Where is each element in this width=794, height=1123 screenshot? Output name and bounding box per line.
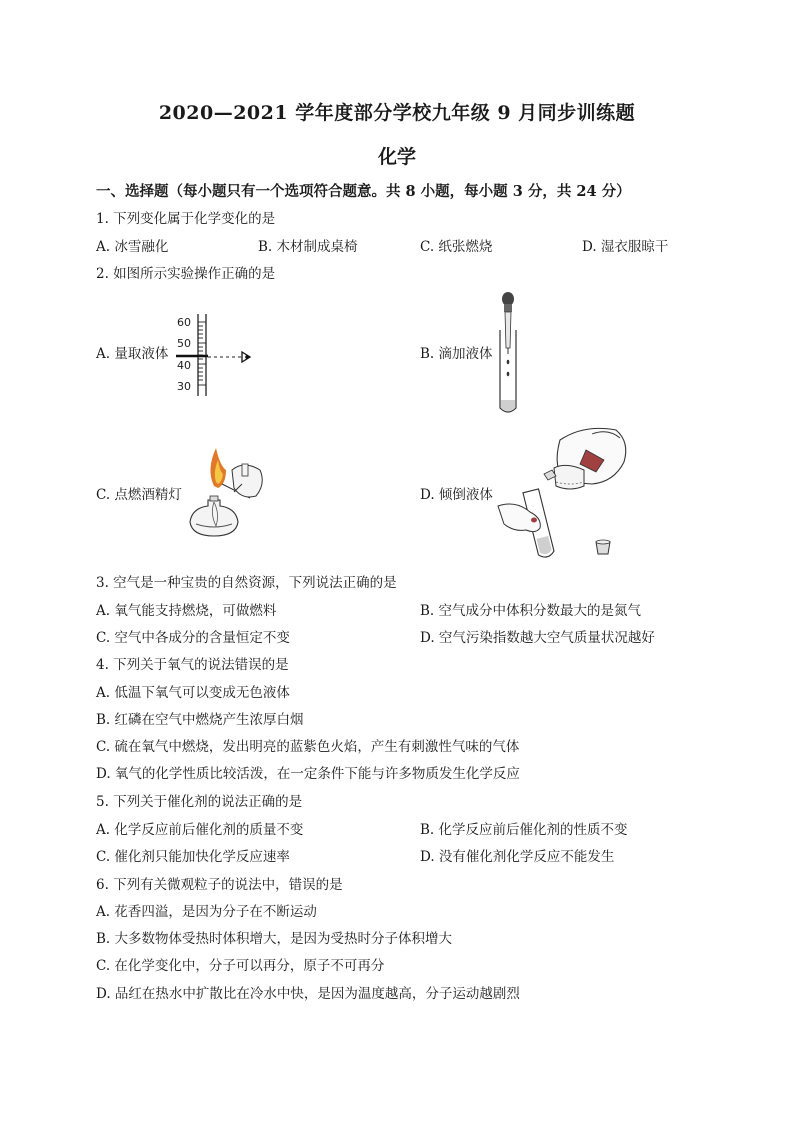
question-6-option-a: A. 花香四溢，是因为分子在不断运动 xyxy=(96,904,317,920)
question-2-stem: 2. 如图所示实验操作正确的是 xyxy=(96,266,276,282)
pouring-liquid-figure xyxy=(496,420,636,560)
question-3-option-c: C. 空气中各成分的含量恒定不变 xyxy=(96,630,290,646)
question-4-option-b: B. 红磷在空气中燃烧产生浓厚白烟 xyxy=(96,712,304,728)
question-2-option-c: C. 点燃酒精灯 xyxy=(96,487,182,503)
section-heading: 一、选择题（每小题只有一个选项符合题意。共 8 小题，每小题 3 分，共 24 分） xyxy=(96,183,631,200)
question-5-option-d: D. 没有催化剂化学反应不能发生 xyxy=(420,849,615,865)
question-6-option-d: D. 品红在热水中扩散比在冷水中快，是因为温度越高，分子运动越剧烈 xyxy=(96,986,520,1002)
cylinder-tick-60: 60 xyxy=(177,316,191,329)
question-1-option-a: A. 冰雪融化 xyxy=(96,239,169,255)
question-4-option-d: D. 氧气的化学性质比较活泼，在一定条件下能与许多物质发生化学反应 xyxy=(96,766,520,782)
question-4-stem: 4. 下列关于氧气的说法错误的是 xyxy=(96,657,289,673)
cylinder-tick-50: 50 xyxy=(177,337,191,350)
question-4-option-a: A. 低温下氧气可以变成无色液体 xyxy=(96,685,290,701)
question-6-option-b: B. 大多数物体受热时体积增大，是因为受热时分子体积增大 xyxy=(96,931,453,947)
graduated-cylinder-figure xyxy=(170,310,270,402)
question-2-option-b: B. 滴加液体 xyxy=(420,346,493,362)
question-5-stem: 5. 下列关于催化剂的说法正确的是 xyxy=(96,794,303,810)
question-5-option-c: C. 催化剂只能加快化学反应速率 xyxy=(96,849,290,865)
question-3-option-b: B. 空气成分中体积分数最大的是氮气 xyxy=(420,603,642,619)
question-2-option-d: D. 倾倒液体 xyxy=(420,487,493,503)
page-title: 2020—2021 学年度部分学校九年级 9 月同步训练题 xyxy=(158,102,636,124)
question-2-option-a: A. 量取液体 xyxy=(96,346,169,362)
question-1-option-b: B. 木材制成桌椅 xyxy=(258,239,358,255)
dropper-test-tube-figure xyxy=(490,290,526,418)
question-5-option-a: A. 化学反应前后催化剂的质量不变 xyxy=(96,822,304,838)
alcohol-lamp-figure xyxy=(186,440,274,540)
question-3-stem: 3. 空气是一种宝贵的自然资源，下列说法正确的是 xyxy=(96,575,397,591)
question-1-option-d: D. 湿衣服晾干 xyxy=(582,239,669,255)
question-6-option-c: C. 在化学变化中，分子可以再分，原子不可再分 xyxy=(96,958,385,974)
question-3-option-d: D. 空气污染指数越大空气质量状况越好 xyxy=(420,630,655,646)
question-3-option-a: A. 氧气能支持燃烧，可做燃料 xyxy=(96,603,277,619)
question-5-option-b: B. 化学反应前后催化剂的性质不变 xyxy=(420,822,628,838)
cylinder-tick-40: 40 xyxy=(177,359,191,372)
question-1-option-c: C. 纸张燃烧 xyxy=(420,239,493,255)
subject-title: 化学 xyxy=(377,146,416,168)
question-4-option-c: C. 硫在氧气中燃烧，发出明亮的蓝紫色火焰，产生有刺激性气味的气体 xyxy=(96,739,520,755)
question-1-stem: 1. 下列变化属于化学变化的是 xyxy=(96,211,276,227)
cylinder-tick-30: 30 xyxy=(177,380,191,393)
question-6-stem: 6. 下列有关微观粒子的说法中，错误的是 xyxy=(96,877,343,893)
